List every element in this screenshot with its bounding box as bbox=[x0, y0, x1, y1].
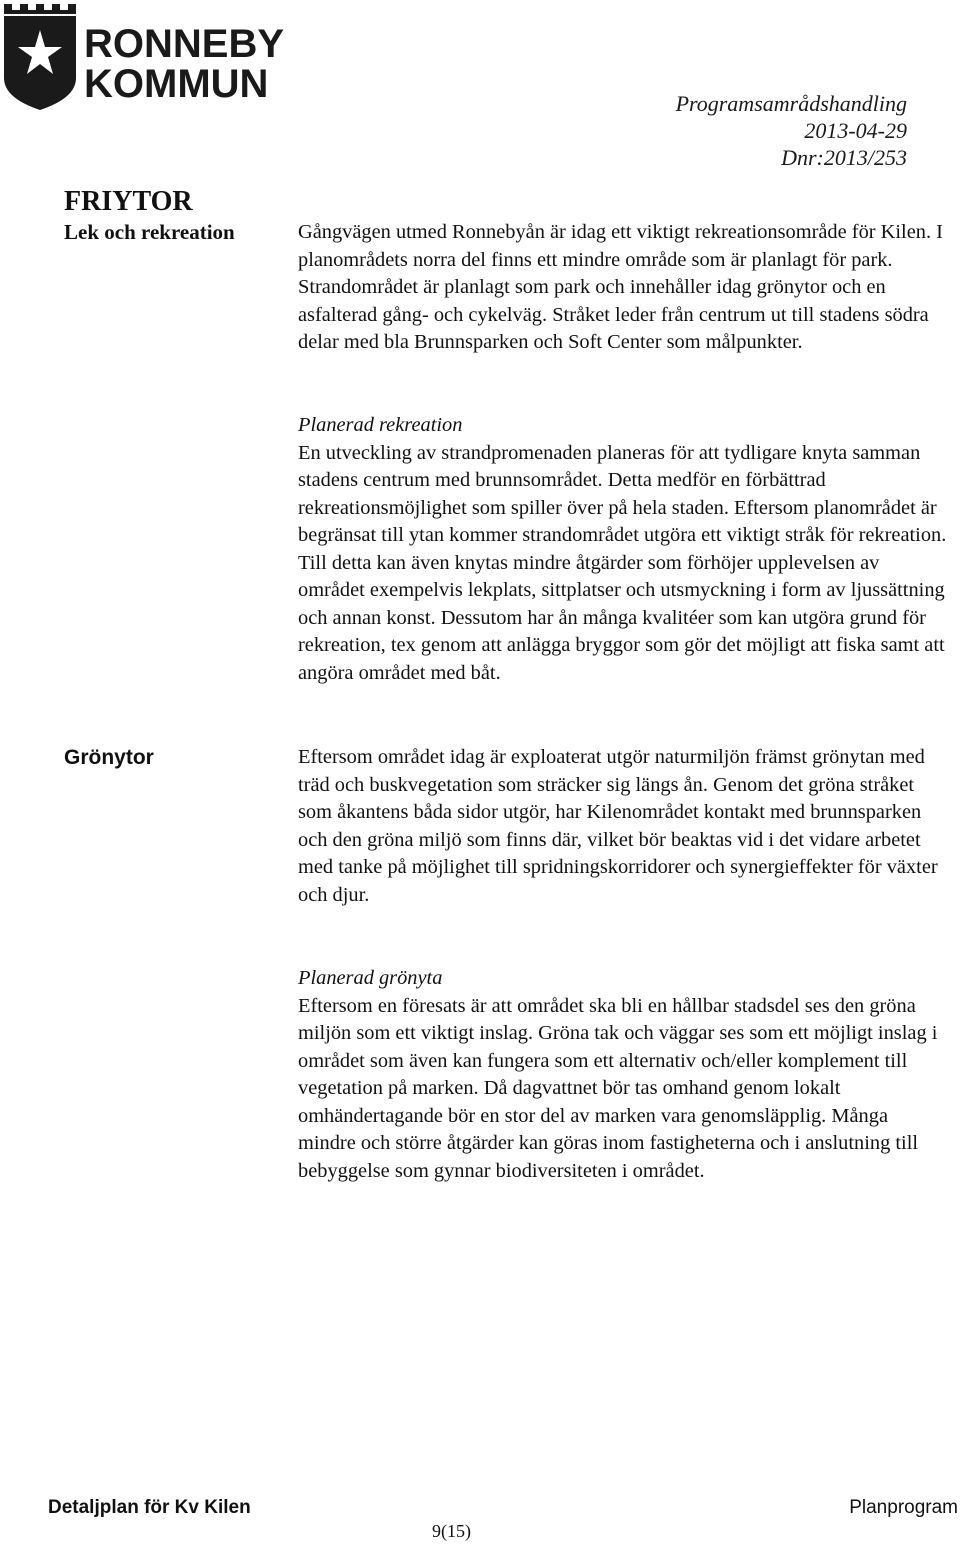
document-header-meta bbox=[676, 90, 907, 171]
logo-line-1: RONNEBY bbox=[84, 22, 285, 66]
planned-green-heading: Planerad grönyta bbox=[298, 967, 443, 989]
paragraph-recreation-intro: Gångvägen utmed Ronnebyån är idag ett viktigt rekreationsområde för Kilen. I planområdets norra del finns ett mindre område som är planlagt för park. Strandområdet är planlagt som park och innehåller idag grönytor och en asfalterad gång- och cykelväg. Stråket leder från centrum ut till stadens södra delar med bla Brunnsparken och Soft Center som målpunkter. bbox=[298, 221, 943, 353]
footer-title: Detaljplan för Kv Kilen bbox=[48, 1497, 251, 1518]
logo-line-2: KOMMUN bbox=[84, 62, 269, 106]
planned-recreation-text: En utveckling av strandpromenaden planeras för att tydligare knyta samman stadens centrum med brunnsområdet. Detta medför en förbättrad rekreationsmöjlighet som spiller över på hela staden. Eftersom planområdet är begränsat till ytan kommer strandområdet utgöra ett viktigt stråk för rekreation. Till detta kan även knytas mindre åtgärder som förhöjer upplevelsen av området exempelvis lekplats, sittplatser och utsmyckning i form av ljussättning och annan konst. Dessutom har ån många kvalitéer som kan utgöra grund för rekreation, tex genom att anlägga bryggor som gör det möjligt att fiska samt att angöra området med båt. bbox=[298, 441, 947, 684]
logo-text bbox=[84, 24, 284, 104]
document-dnr: Dnr:2013/253 bbox=[781, 145, 907, 170]
document-type: Programsamrådshandling bbox=[675, 91, 907, 116]
document-date: 2013-04-29 bbox=[804, 118, 907, 143]
crest-icon bbox=[0, 0, 80, 116]
section-title: FRIYTOR bbox=[64, 186, 193, 217]
paragraph-planned-recreation bbox=[298, 412, 948, 687]
paragraph-green-areas: Eftersom området idag är exploaterat utgör naturmiljön främst grönytan med träd och buskvegetation som sträcker sig längs ån. Genom det gröna stråket som åkantens båda sidor utgör, har Kilenområdet kontakt med brunnsparken och den gröna miljö som finns där, vilket bör beaktas vid i det vidare arbetet med tanke på möjlighet till spridningskorridorer och synergieffekter för växter och djur. bbox=[298, 746, 938, 906]
section-subtitle: Lek och rekreation bbox=[64, 220, 235, 244]
ronneby-kommun-logo bbox=[0, 0, 285, 116]
gronytor-label: Grönytor bbox=[64, 746, 154, 769]
planned-green-text: Eftersom en föresats är att området ska bli en hållbar stadsdel ses den gröna miljön som ett viktigt inslag. Gröna tak och väggar ses som ett möjligt inslag i området som även kan fungera som ett alternativ och/eller komplement till vegetation på marken. Då dagvattnet bör tas omhand genom lokalt omhändertagande bör en stor del av marken vara genomsläpplig. Många mindre och större åtgärder kan göras inom fastigheterna och i anslutning till bebyggelse som gynnar biodiversiteten i området. bbox=[298, 994, 938, 1182]
planned-recreation-heading: Planerad rekreation bbox=[298, 414, 463, 436]
page-number: 9(15) bbox=[432, 1521, 471, 1541]
footer-doc-kind: Planprogram bbox=[849, 1497, 958, 1518]
paragraph-planned-green bbox=[298, 965, 948, 1185]
